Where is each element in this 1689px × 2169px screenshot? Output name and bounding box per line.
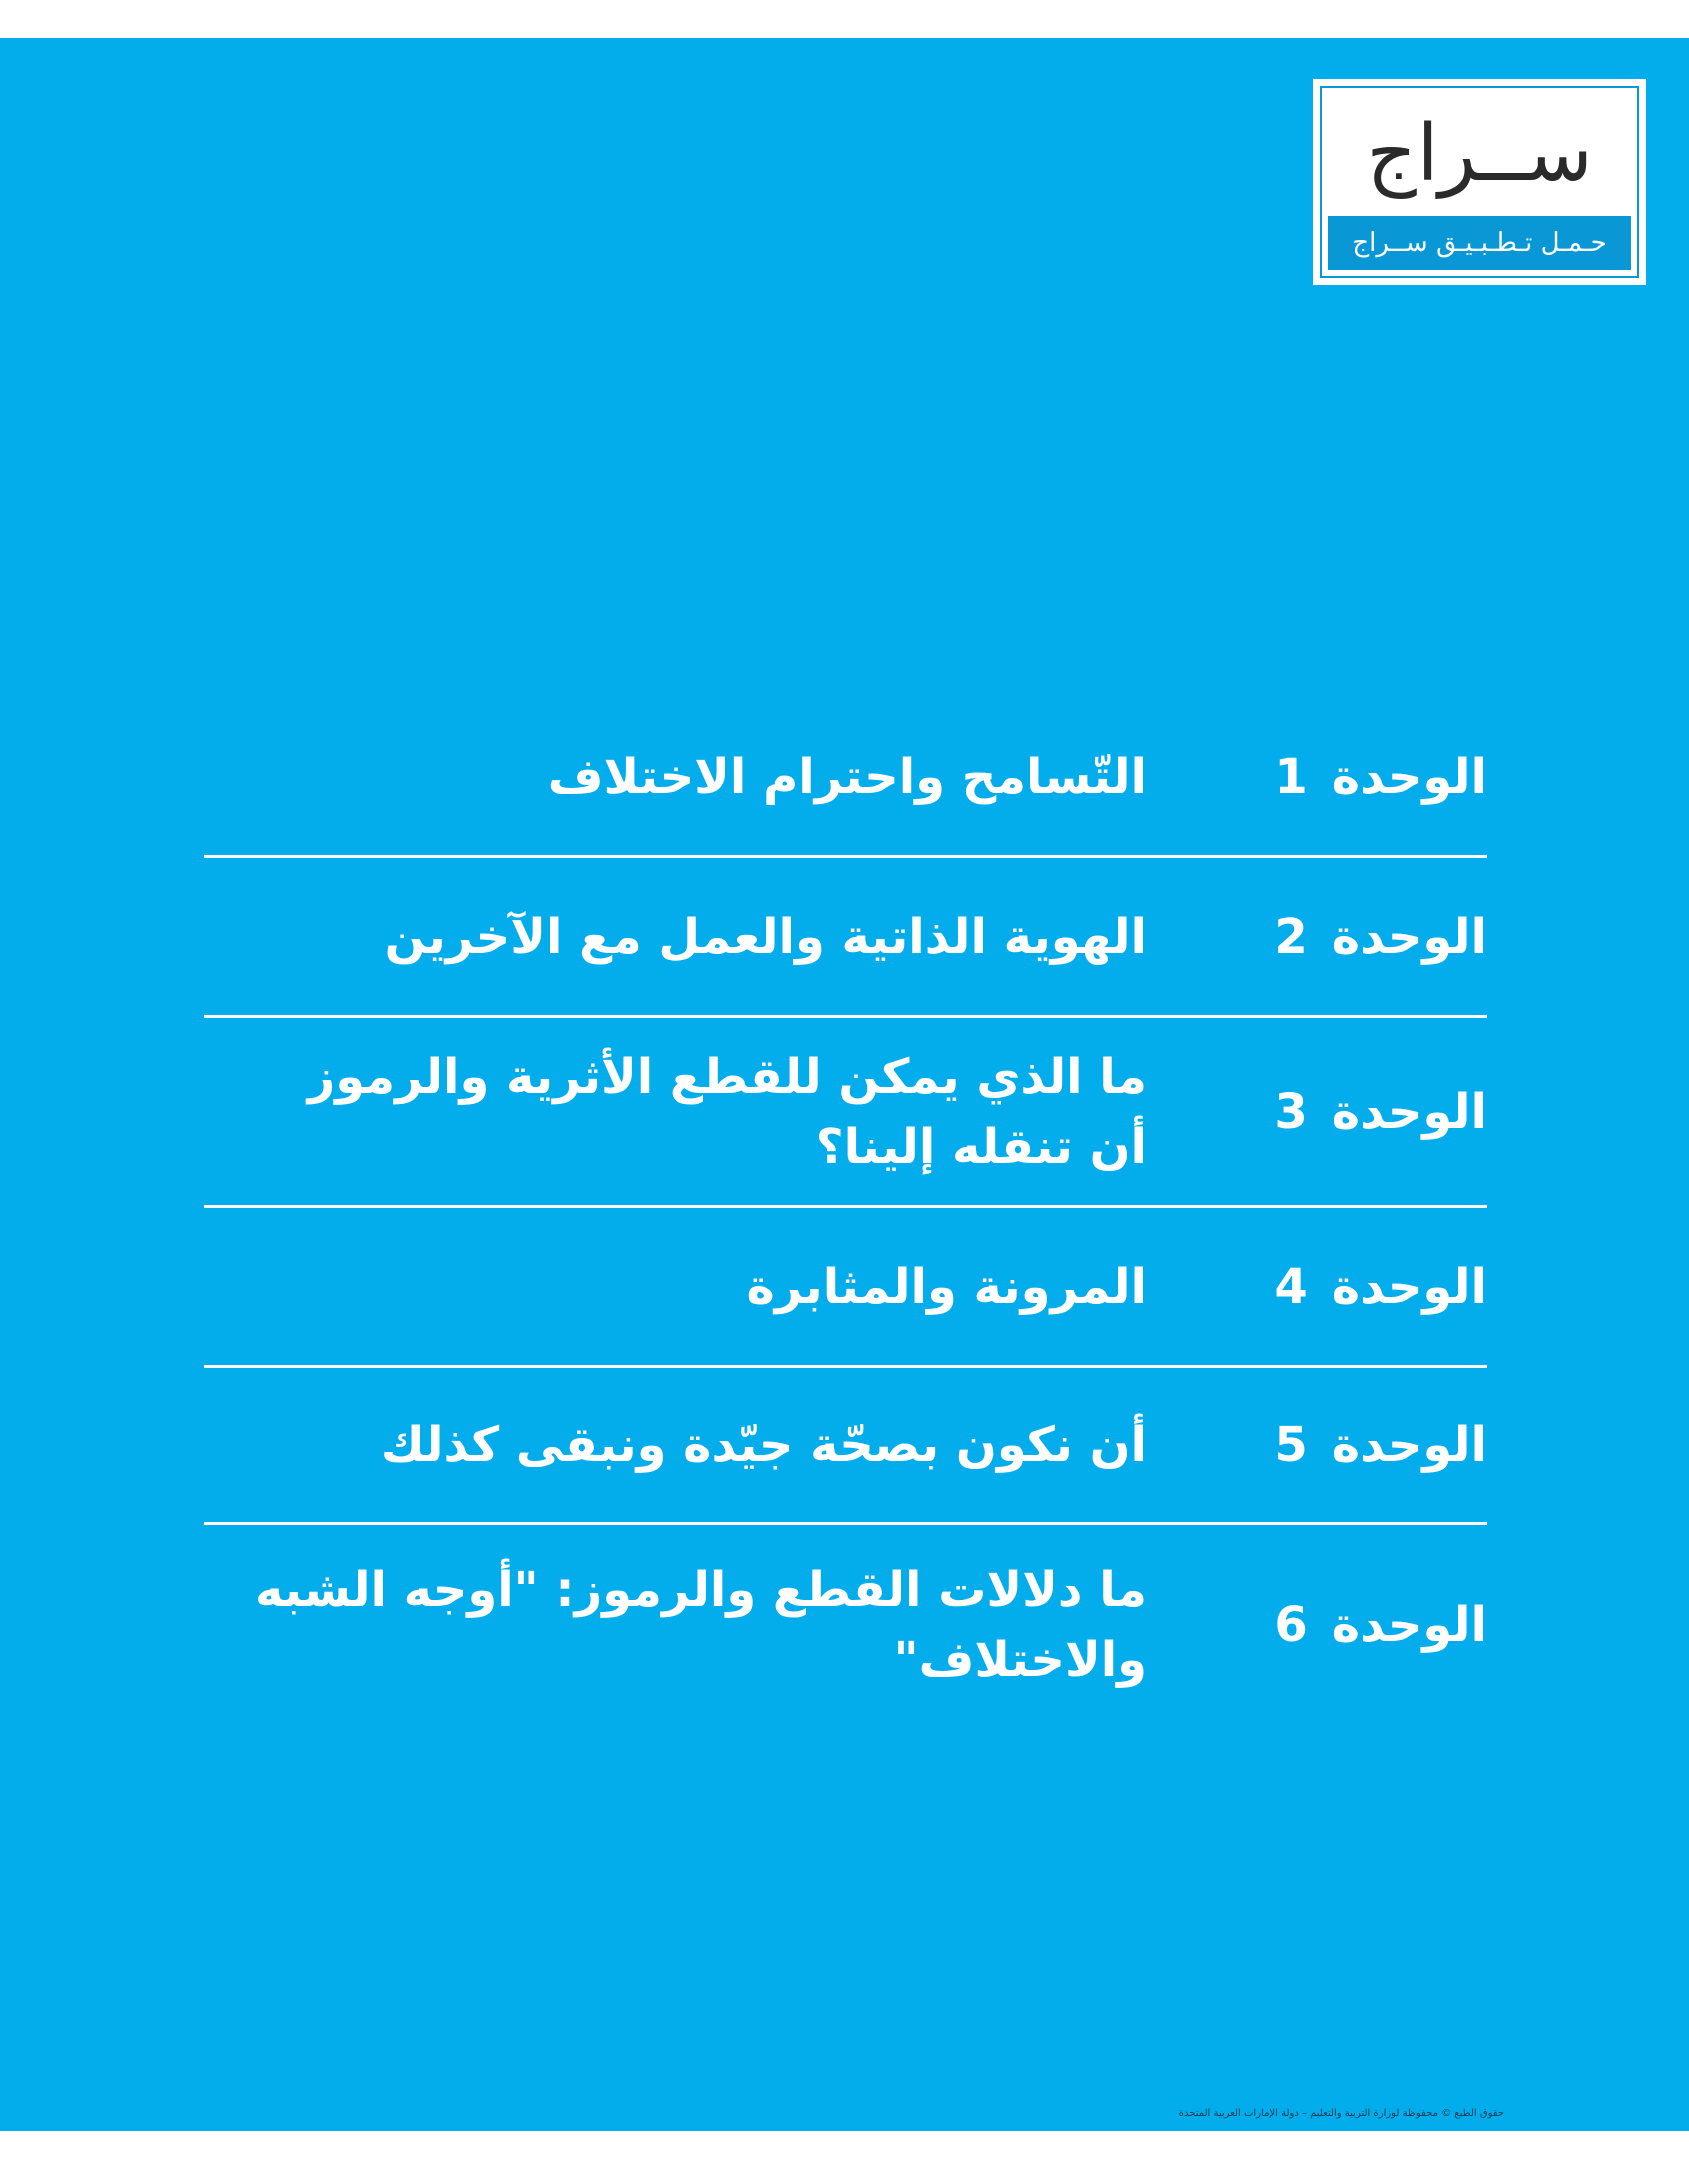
unit-row-4 [204,1208,1487,1368]
unit-word: الوحدة [1331,748,1487,805]
unit-number: 1 [1274,748,1308,805]
unit-title: التّسامح واحترام الاختلاف [547,748,1147,805]
logo-wordmark: ســراج [1366,109,1593,199]
unit-title: ما الذي يمكن للقطع الأثرية والرموز أن تنقله إلينا؟ [307,1048,1147,1175]
logo-tagline: حـمـل تـطـبـيـق ســراج [1328,216,1631,270]
units-list [204,698,1487,1725]
unit-title: المرونة والمثابرة [746,1258,1147,1315]
unit-number: 6 [1274,1597,1308,1653]
unit-row-2 [204,858,1487,1018]
unit-word: الوحدة [1331,1258,1487,1315]
unit-label [1147,1597,1487,1653]
unit-number: 2 [1274,908,1308,965]
unit-title: أن نكون بصحّة جيّدة ونبقى كذلك [380,1417,1147,1473]
unit-title: ما دلالات القطع والرموز: "أوجه الشبه والاختلاف" [254,1562,1147,1688]
unit-word: الوحدة [1331,908,1487,965]
unit-word: الوحدة [1331,1083,1487,1140]
unit-row-3 [204,1018,1487,1208]
unit-row-1 [204,698,1487,858]
logo-frame [1320,86,1639,278]
unit-word: الوحدة [1331,1597,1487,1653]
unit-label [1147,749,1487,805]
unit-word: الوحدة [1331,1417,1487,1473]
unit-number: 4 [1274,1258,1308,1315]
unit-label [1147,1259,1487,1315]
unit-title: الهوية الذاتية والعمل مع الآخرين [384,908,1147,965]
cover-page [0,38,1689,2131]
copyright-footer: حقوق الطبع © محفوظة لوزارة التربية والتعليم – دولة الإمارات العربية المتحدة [1178,2108,1504,2119]
unit-number: 5 [1274,1417,1308,1473]
unit-number: 3 [1274,1083,1308,1140]
unit-row-6 [204,1525,1487,1725]
siraj-logo[interactable] [1313,79,1646,285]
unit-row-5 [204,1368,1487,1525]
unit-label [1147,909,1487,965]
unit-label [1147,1417,1487,1473]
unit-label [1147,1084,1487,1140]
